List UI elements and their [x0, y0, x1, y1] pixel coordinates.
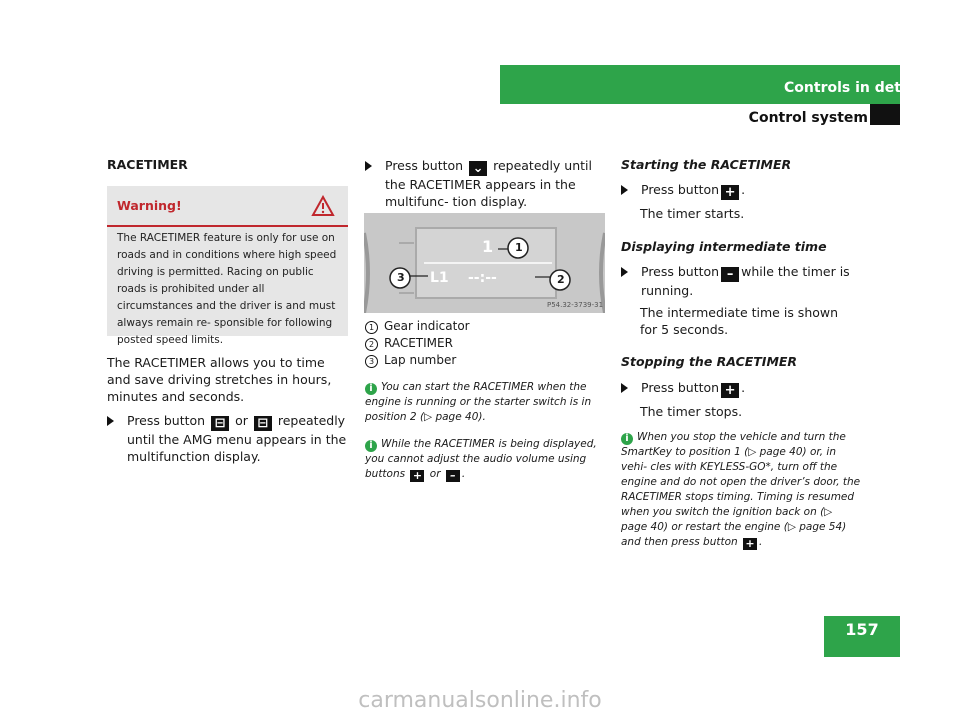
step-text: Press button	[127, 413, 206, 428]
warning-icon	[311, 195, 335, 217]
figure-reference: P54.32-3739-31	[547, 301, 604, 309]
figure-legend	[365, 318, 605, 369]
stop-result: The timer stops.	[640, 404, 743, 419]
legend-item	[365, 318, 605, 335]
warning-body: The RACETIMER feature is only for use on roads and in conditions where high speed driving is permitted. Racing on public roads is prohibited under all circumstances and the driver is and must always remain re- sponsible for following posted speed limits.	[117, 232, 337, 346]
minus-button-icon: –	[721, 267, 739, 282]
display-button-down-icon: ⊟	[254, 416, 272, 431]
intermediate-heading: Displaying intermediate time	[621, 239, 827, 254]
step-text-end: while the timer is running.	[641, 264, 850, 298]
plus-button-icon: +	[743, 538, 757, 550]
step-text-end: .	[741, 380, 746, 395]
info-icon: i	[365, 383, 377, 395]
step-start	[621, 181, 861, 200]
racetimer-heading: RACETIMER	[107, 157, 188, 172]
legend-num: 3	[365, 355, 378, 368]
scroll-down-button-icon: ⌄	[469, 161, 487, 176]
info-icon: i	[621, 433, 633, 445]
intro-text: The RACETIMER allows you to time and save driving stretches in hours, minutes and seconds.	[107, 355, 332, 404]
callout-1-label: 1	[515, 241, 523, 254]
info-note-volume	[365, 437, 605, 482]
note-text: When you stop the vehicle and turn the SmartKey to position 1 (▷ page 40) or, in vehi- cles with KEYLESS-GO*, turn off the engine and do not open the driver’s door, the RACETIMER stops timing. Timing is resumed when you switch the ignition back on (▷ page 40) or restart the engine (▷ page 54) and then press button	[621, 431, 861, 548]
warning-title: Warning!	[117, 198, 182, 213]
legend-num: 2	[365, 338, 378, 351]
step-text: Press button	[641, 264, 720, 279]
info-icon: i	[365, 440, 377, 452]
page-number: 157	[845, 620, 879, 639]
watermark: carmanualsonline.info	[358, 688, 602, 713]
info-note-start	[365, 380, 605, 425]
plus-button-icon: +	[721, 383, 739, 398]
step-text: Press button	[641, 182, 720, 197]
legend-label: Lap number	[384, 353, 457, 367]
header-marker	[870, 104, 900, 125]
callout-2-label: 2	[557, 273, 565, 286]
step-text: Press button	[641, 380, 720, 395]
step-amg-menu	[107, 412, 352, 465]
step-racetimer	[365, 157, 607, 210]
lap-value: L1	[430, 270, 449, 286]
plus-button-icon: +	[721, 185, 739, 200]
legend-item	[365, 335, 605, 352]
step-text-end: .	[741, 182, 746, 197]
callout-3-label: 3	[397, 271, 405, 284]
gear-value: 1	[482, 237, 494, 256]
section-title: Controls in detail	[784, 80, 920, 96]
note-text: You can start the RACETIMER when the engine is running or the starter switch is in position 2 (▷ page 40).	[365, 381, 592, 423]
step-text-or: or	[235, 413, 248, 428]
bullet-arrow-icon	[621, 383, 628, 393]
stopping-heading: Stopping the RACETIMER	[621, 354, 798, 369]
legend-label: RACETIMER	[384, 336, 453, 350]
minus-button-icon: –	[446, 470, 460, 482]
legend-item	[365, 352, 605, 369]
bullet-arrow-icon	[621, 267, 628, 277]
display-figure	[364, 213, 605, 313]
legend-label: Gear indicator	[384, 319, 470, 333]
step-stop	[621, 379, 861, 398]
note-text: While the RACETIMER is being displayed, you cannot adjust the audio volume using buttons	[365, 438, 597, 480]
timer-value: --:--	[468, 270, 497, 286]
info-note-smartkey	[621, 430, 861, 550]
display-button-up-icon: ⊟	[211, 416, 229, 431]
warning-divider	[107, 225, 348, 227]
bullet-arrow-icon	[621, 185, 628, 195]
intermediate-result: The intermediate time is shown for 5 seconds.	[640, 305, 839, 337]
multifunction-display-illustration	[364, 213, 605, 313]
plus-button-icon: +	[410, 470, 424, 482]
legend-num: 1	[365, 321, 378, 334]
section-subtitle: Control system	[748, 110, 868, 126]
note-text-end: .	[759, 536, 763, 548]
bullet-arrow-icon	[365, 161, 372, 171]
note-text-or: or	[429, 468, 441, 480]
step-text-end: repeatedly until the RACETIMER appears in the multifunc- tion display.	[385, 158, 592, 209]
starting-heading: Starting the RACETIMER	[621, 157, 792, 172]
bullet-arrow-icon	[107, 416, 114, 426]
step-text: Press button	[385, 158, 464, 173]
step-text-end: repeatedly until the AMG menu appears in the multifunction display.	[127, 413, 347, 464]
start-result: The timer starts.	[640, 206, 745, 221]
note-text-end: .	[461, 468, 466, 480]
step-intermediate	[621, 263, 861, 299]
